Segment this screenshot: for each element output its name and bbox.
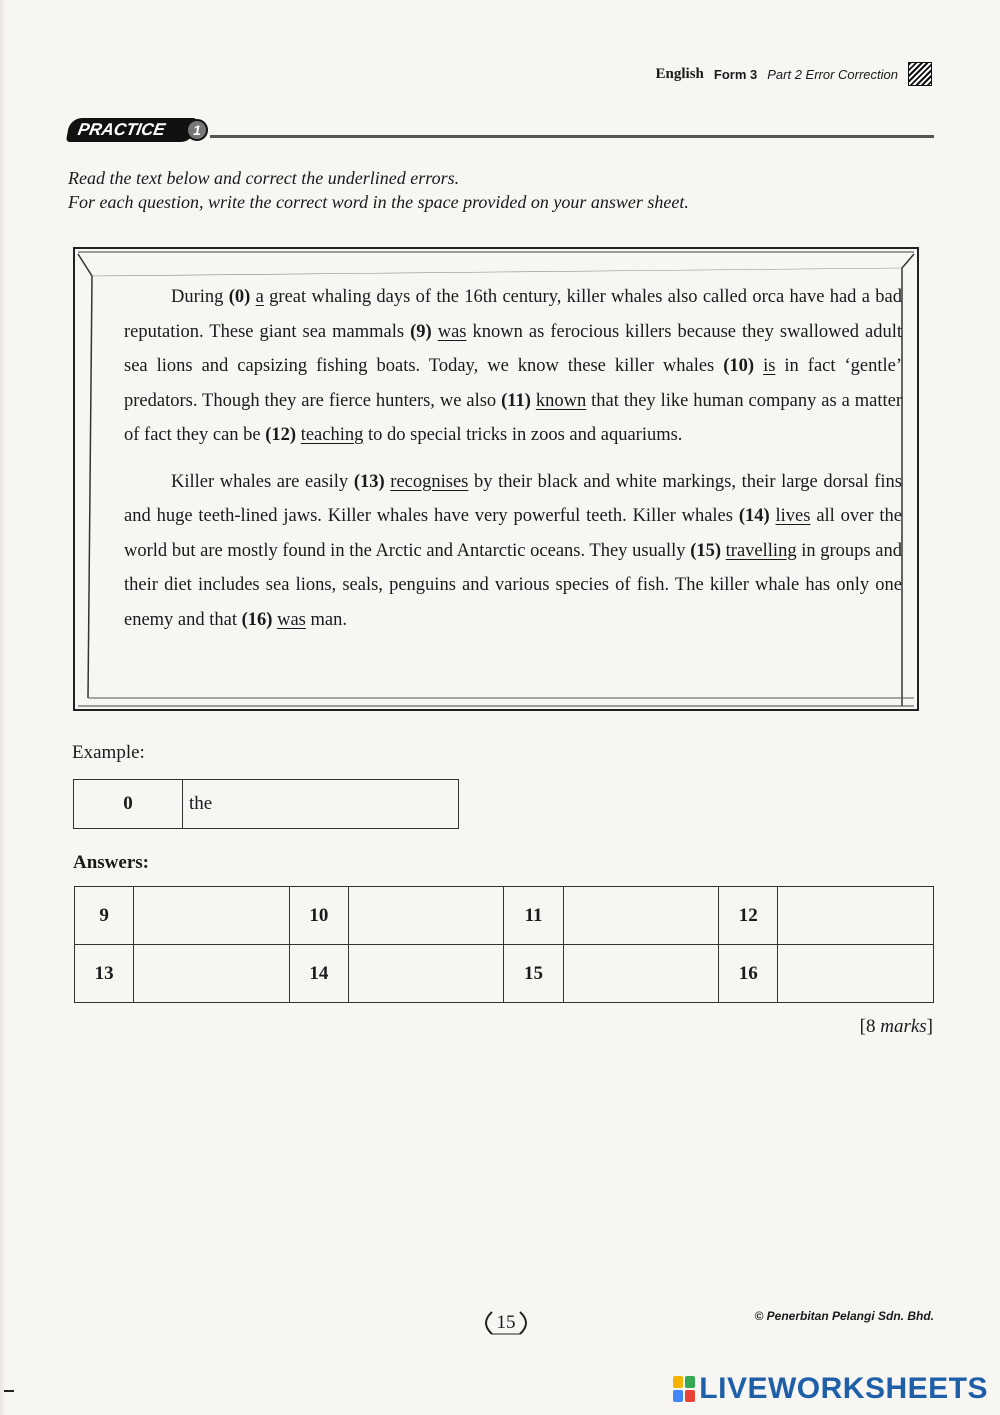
passage-text-run: man.: [305, 609, 347, 630]
marks-close: ]: [926, 1016, 933, 1037]
answer-box-13[interactable]: [134, 945, 290, 1003]
answer-number-14: 14: [289, 945, 348, 1003]
answer-box-9[interactable]: [134, 887, 290, 945]
header-subject: English: [655, 65, 704, 82]
corner-mark: [4, 1390, 14, 1392]
instruction-line-1: Read the text below and correct the underlined errors.: [68, 168, 460, 188]
answer-box-12[interactable]: [778, 887, 934, 945]
header-part: Part 2 Error Correction: [767, 66, 898, 82]
question-number: (10): [723, 356, 755, 376]
liveworksheets-logo-icon: [673, 1376, 695, 1402]
instruction-line-2: For each question, write the correct word in the space provided on your answer sheet.: [68, 192, 689, 212]
liveworksheets-wordmark: LIVEWORKSHEETS: [699, 1372, 988, 1405]
marks-word: marks: [880, 1016, 927, 1037]
underlined-error: teaching: [300, 425, 364, 445]
passage-text-run: in groups and their diet includes sea lions, seals, penguins and various species of fish. The killer whale has only one enemy and that: [124, 540, 902, 630]
page-edge: [0, 0, 6, 1415]
liveworksheets-watermark[interactable]: [673, 1372, 988, 1406]
answer-number-15: 15: [504, 945, 563, 1003]
passage-text-run: known as ferocious killers because they swallowed adult sea lions and capsizing fishing boats. Today, we know these killer whales: [124, 321, 903, 376]
answer-box-16[interactable]: [778, 945, 934, 1003]
page-number-text: 15: [496, 1312, 516, 1333]
book-stripes-icon: [908, 62, 932, 86]
example-table: [73, 779, 459, 829]
passage-paragraph-1: [124, 280, 902, 453]
underlined-error: recognises: [390, 471, 469, 492]
answer-number-16: 16: [719, 945, 778, 1003]
passage-text-run: in fact ‘gentle’ predators. Though they are fierce hunters, we also: [124, 356, 903, 411]
example-label: Example:: [72, 742, 145, 763]
question-number: (13): [353, 471, 385, 492]
underlined-error: is: [763, 356, 776, 376]
practice-number: 1: [186, 119, 208, 141]
passage-text: [124, 280, 902, 649]
answers-row-1: [75, 887, 934, 945]
practice-banner: [68, 118, 934, 146]
answers-row-2: [75, 945, 934, 1003]
page-number: [478, 1310, 534, 1336]
question-number: (0): [228, 287, 251, 307]
passage-text-run: During: [171, 287, 229, 307]
answers-table: [74, 886, 934, 1003]
underlined-error: was: [437, 321, 467, 342]
practice-rule: [210, 135, 934, 138]
answer-number-13: 13: [75, 945, 134, 1003]
underlined-error: lives: [775, 506, 811, 526]
question-number: (9): [410, 321, 432, 342]
underlined-error: a: [255, 287, 264, 307]
instructions: [68, 166, 689, 214]
marks-open: [8: [859, 1016, 881, 1037]
passage-paragraph-2: [124, 465, 902, 638]
passage-text-run: that they like human company as a matter of fact they can be: [124, 390, 903, 445]
question-number: (15): [690, 540, 722, 561]
answer-box-11[interactable]: [563, 887, 719, 945]
passage-text-run: to do special tricks in zoos and aquariums.: [363, 425, 683, 445]
answer-number-12: 12: [719, 887, 778, 945]
question-number: (12): [265, 425, 297, 445]
question-number: (11): [501, 390, 531, 411]
example-answer: the: [183, 780, 459, 829]
underlined-error: was: [277, 609, 306, 630]
answer-box-15[interactable]: [563, 945, 719, 1003]
practice-label: PRACTICE: [66, 118, 197, 142]
underlined-error: known: [535, 390, 587, 411]
answer-box-10[interactable]: [348, 887, 504, 945]
answer-box-14[interactable]: [348, 945, 504, 1003]
answers-label: Answers:: [73, 852, 149, 873]
passage-text-run: Killer whales are easily: [171, 471, 354, 492]
marks-note: [860, 1016, 933, 1038]
passage-text-run: all over the world but are mostly found in the Arctic and Antarctic oceans. They usually: [124, 506, 903, 561]
question-number: (14): [738, 506, 770, 526]
answer-number-9: 9: [75, 887, 134, 945]
header-form: Form 3: [713, 66, 758, 82]
question-number: (16): [241, 609, 273, 630]
passage-text-run: great whaling days of the 16th century, killer whales also called orca have had a bad reputation. These giant sea mammals: [124, 287, 902, 342]
answer-number-10: 10: [289, 887, 348, 945]
example-number: 0: [74, 780, 183, 829]
answer-number-11: 11: [504, 887, 563, 945]
passage-text-run: by their black and white markings, their large dorsal fins and huge teeth-lined jaws. Killer whales have very powerful teeth. Killer whales: [124, 471, 902, 526]
running-header: [656, 62, 932, 86]
passage-text-run: [754, 356, 763, 376]
underlined-error: travelling: [725, 540, 797, 561]
copyright: © Penerbitan Pelangi Sdn. Bhd.: [754, 1309, 934, 1323]
